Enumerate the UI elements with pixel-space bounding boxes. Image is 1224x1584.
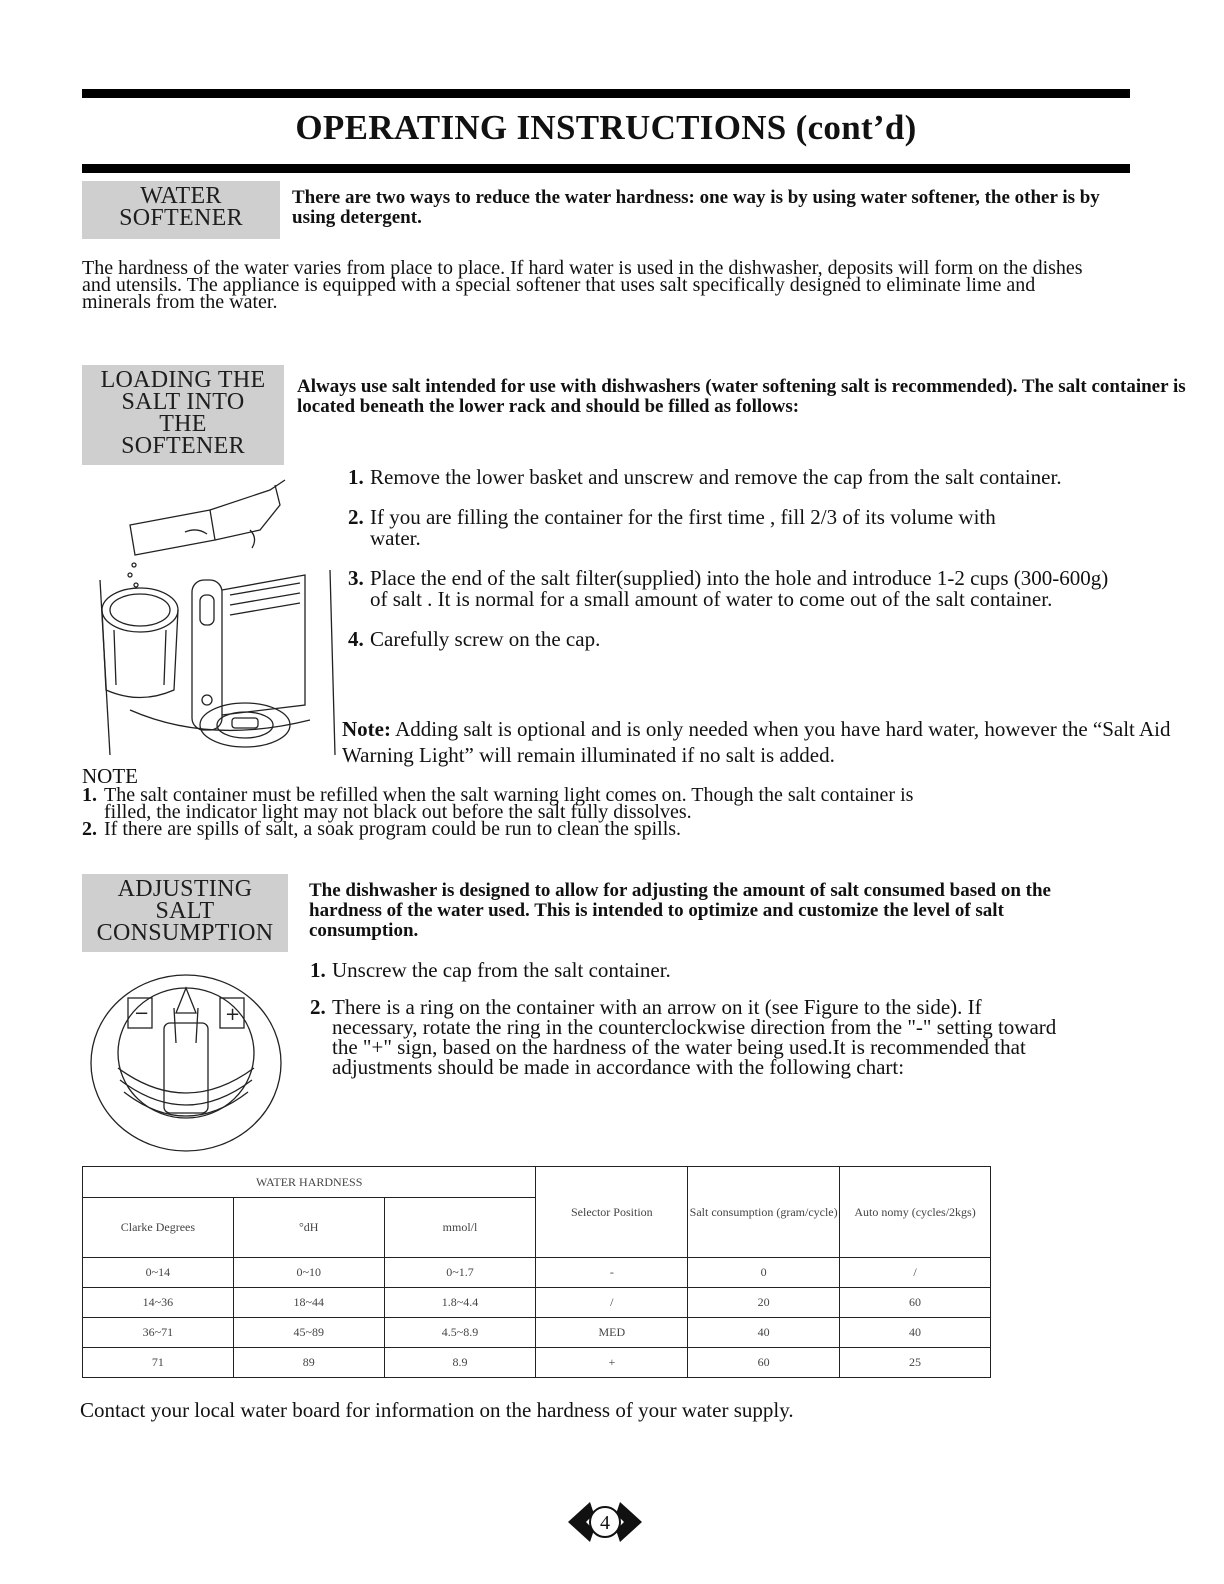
- table-cell: 0: [688, 1258, 840, 1288]
- table-cell: 14~36: [83, 1288, 234, 1318]
- list-item: [310, 997, 1070, 1077]
- loading-steps: [348, 467, 1178, 669]
- dial-minus: −: [134, 1003, 150, 1024]
- column-header: Selector Position: [536, 1167, 688, 1258]
- table-cell: 8.9: [384, 1348, 536, 1378]
- table-cell: 20: [688, 1288, 840, 1318]
- note-label: Note:: [342, 717, 391, 741]
- step-number: 2.: [348, 505, 364, 529]
- water-softener-intro: There are two ways to reduce the water hardness: one way is by using water softener, the other is by using detergent.: [292, 187, 1100, 228]
- label-line: THE: [159, 411, 207, 437]
- table-cell: 71: [83, 1348, 234, 1378]
- label-line: SOFTENER: [119, 205, 243, 231]
- step-number: 1.: [348, 465, 364, 489]
- table-cell: 0~1.7: [384, 1258, 536, 1288]
- list-item: [82, 784, 952, 823]
- water-softener-body: The hardness of the water varies from place to place. If hard water is used in the dishwasher, deposits will form on the dishes and utensils. The appliance is equipped with a special softener that uses salt specifically designed to eliminate lime and minerals from the water.: [82, 257, 1083, 313]
- label-line: SOFTENER: [121, 433, 245, 459]
- table-row: [83, 1258, 991, 1288]
- loading-salt-label: [82, 365, 284, 465]
- loading-note: [342, 716, 1182, 768]
- column-header: mmol/l: [384, 1198, 536, 1258]
- table-cell: 0~10: [233, 1258, 384, 1288]
- step-number: 2.: [310, 995, 326, 1019]
- list-item: [348, 629, 1178, 650]
- table-cell: 89: [233, 1348, 384, 1378]
- table-cell: 18~44: [233, 1288, 384, 1318]
- step-text: Carefully screw on the cap.: [370, 627, 601, 651]
- table-cell: MED: [536, 1318, 688, 1348]
- note-item-text: If there are spills of salt, a soak program could be run to clean the spills.: [104, 818, 682, 840]
- page-title: OPERATING INSTRUCTIONS (cont’d): [295, 108, 917, 147]
- footer-contact-text: Contact your local water board for information on the hardness of your water supply.: [80, 1398, 794, 1422]
- label-line: LOADING THE: [100, 367, 266, 393]
- table-cell: 4.5~8.9: [384, 1318, 536, 1348]
- label-line: WATER: [140, 183, 222, 209]
- step-text: Place the end of the salt filter(supplied) into the hole and introduce 1-2 cups (300-600g) of salt . It is normal for a small amount of water to come out of the salt container.: [370, 566, 1109, 611]
- table-row: [83, 1348, 991, 1378]
- page-number-badge: [564, 1496, 646, 1548]
- adjusting-salt-label: [82, 874, 288, 952]
- label-line: SALT: [155, 898, 215, 924]
- table-cell: 60: [688, 1348, 840, 1378]
- note-text: Adding salt is optional and is only needed when you have hard water, however the “Salt Aid Warning Light” will remain illuminated if no salt is added.: [342, 717, 1171, 767]
- title-underline: [82, 164, 1130, 173]
- step-text: There is a ring on the container with an arrow on it (see Figure to the side). If necessary, rotate the ring in the counterclockwise direction from the "-" setting toward the "+" sign, based on the hardness of the water being used.It is recommended that adjustments should be made in accordance with the following chart:: [332, 995, 1057, 1079]
- step-number: 4.: [348, 627, 364, 651]
- loading-step-list: [348, 467, 1178, 650]
- table-row: [83, 1318, 991, 1348]
- note-item-text: The salt container must be refilled when the salt warning light comes on. Though the salt container is filled, the indicator light may not black out before the salt fully dissolves.: [104, 784, 914, 823]
- adjusting-steps: [310, 960, 1070, 1096]
- step-text: Unscrew the cap from the salt container.: [332, 958, 671, 982]
- table-cell: +: [536, 1348, 688, 1378]
- column-header: °dH: [233, 1198, 384, 1258]
- dial-plus: +: [225, 1004, 241, 1025]
- note-heading: NOTE: [82, 764, 138, 788]
- table-cell: -: [536, 1258, 688, 1288]
- note-section: [82, 784, 952, 840]
- list-item: [82, 818, 952, 840]
- list-item: [348, 467, 1070, 488]
- water-hardness-table: [82, 1166, 991, 1378]
- table-cell: 1.8~4.4: [384, 1288, 536, 1318]
- table-cell: 60: [840, 1288, 991, 1318]
- list-item: [310, 960, 1070, 981]
- table-header-row: [83, 1167, 991, 1198]
- water-softener-label: [82, 181, 280, 239]
- page-number: 4: [600, 1512, 610, 1534]
- adjusting-intro: The dishwasher is designed to allow for adjusting the amount of salt consumed based on the hardness of the water used. This is intended to optimize and customize the level of salt consumption.: [309, 880, 1051, 941]
- group-header: WATER HARDNESS: [83, 1167, 536, 1198]
- label-line: CONSUMPTION: [96, 920, 274, 946]
- salt-loading-illustration: [90, 470, 340, 755]
- table-cell: /: [536, 1288, 688, 1318]
- table-cell: /: [840, 1258, 991, 1288]
- step-number: 1.: [310, 958, 326, 982]
- column-header: Salt consumption (gram/cycle): [688, 1167, 840, 1258]
- label-line: ADJUSTING: [117, 876, 253, 902]
- table-cell: 36~71: [83, 1318, 234, 1348]
- step-number: 3.: [348, 566, 364, 590]
- label-line: SALT INTO: [121, 389, 245, 415]
- list-item: [348, 507, 1010, 549]
- note-number: 1.: [82, 784, 97, 806]
- column-header: Clarke Degrees: [83, 1198, 234, 1258]
- step-text: If you are filling the container for the first time , fill 2/3 of its volume with water.: [370, 505, 996, 550]
- top-rule: [82, 89, 1130, 98]
- loading-salt-intro: Always use salt intended for use with dishwashers (water softening salt is recommended). The salt container is located beneath the lower rack and should be filled as follows:: [297, 376, 1186, 417]
- list-item: [348, 568, 1130, 610]
- table-cell: 40: [688, 1318, 840, 1348]
- table-cell: 45~89: [233, 1318, 384, 1348]
- salt-dial-illustration: [86, 968, 286, 1158]
- table-row: [83, 1288, 991, 1318]
- column-header: Auto nomy (cycles/2kgs): [840, 1167, 991, 1258]
- note-number: 2.: [82, 818, 97, 840]
- note-list: [82, 784, 952, 840]
- table-cell: 25: [840, 1348, 991, 1378]
- table-cell: 0~14: [83, 1258, 234, 1288]
- step-text: Remove the lower basket and unscrew and remove the cap from the salt container.: [370, 465, 1062, 489]
- table-cell: 40: [840, 1318, 991, 1348]
- adjusting-step-list: [310, 960, 1070, 1077]
